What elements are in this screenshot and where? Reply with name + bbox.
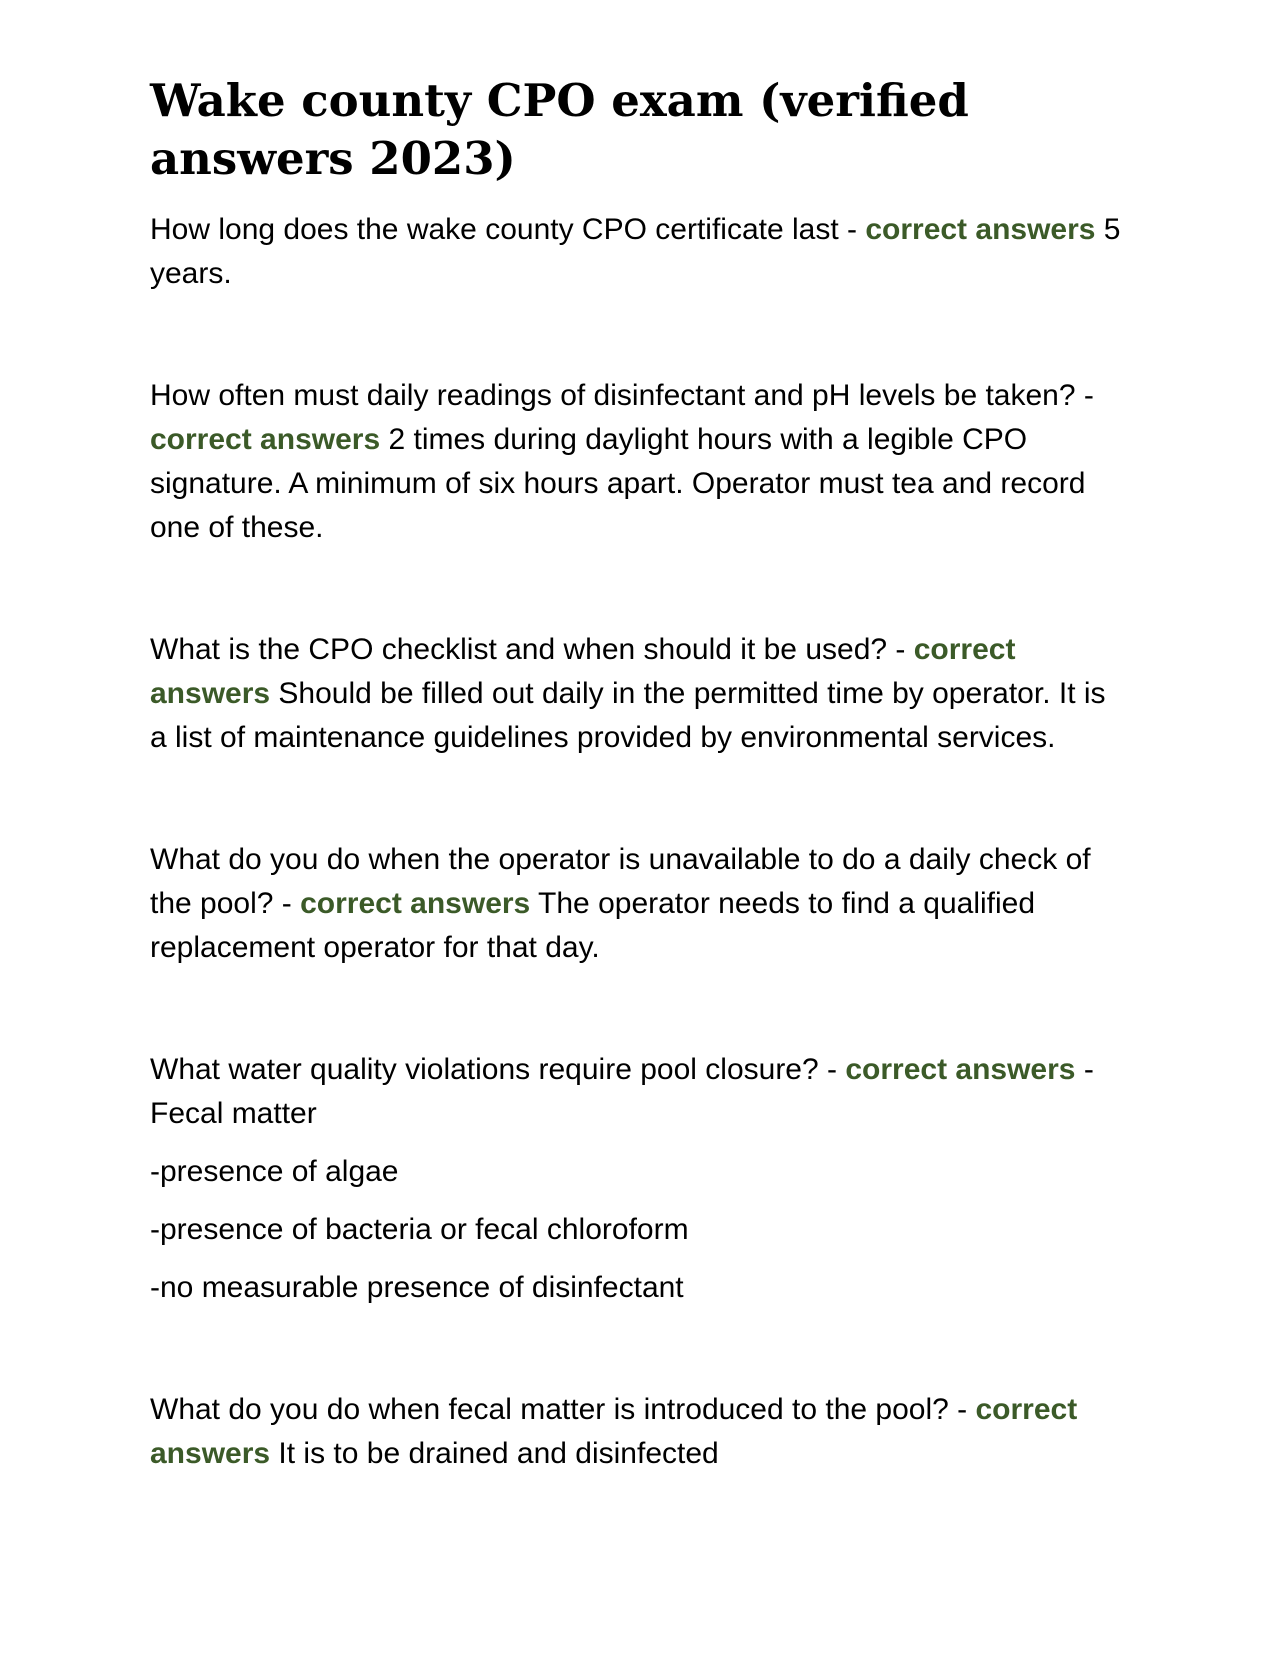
question-text: What do you do when fecal matter is introduced to the pool? -: [150, 1393, 976, 1426]
qa-paragraph: [150, 1048, 1125, 1136]
answer-marker: correct answers: [150, 1393, 1078, 1470]
qa-paragraph: [150, 374, 1125, 550]
qa-item: [150, 1388, 1125, 1476]
question-text: What do you do when the operator is unavailable to do a daily check of the pool? -: [150, 843, 1091, 920]
answer-marker: correct answers: [865, 213, 1096, 246]
answer-text: Should be filled out daily in the permitted time by operator. It is a list of maintenance guidelines provided by environmental services.: [150, 677, 1106, 754]
answer-list-line: -presence of algae: [150, 1155, 399, 1188]
qa-item: [150, 628, 1125, 760]
document-title: Wake county CPO exam (verified answers 2023): [150, 74, 969, 185]
question-text: What water quality violations require pool closure? -: [150, 1053, 846, 1086]
qa-item: [150, 838, 1125, 970]
qa-paragraph: [150, 1388, 1125, 1476]
question-text: How often must daily readings of disinfectant and pH levels be taken? -: [150, 379, 1094, 412]
qa-item: [150, 208, 1125, 296]
answer-marker: correct answers: [300, 887, 531, 920]
answer-text: 2 times during daylight hours with a legible CPO signature. A minimum of six hours apart. Operator must tea and record one of these.: [150, 423, 1086, 544]
document-page: [150, 72, 1125, 1554]
qa-paragraph: [150, 628, 1125, 760]
qa-paragraph: [150, 208, 1125, 296]
answer-text: The operator needs to find a qualified replacement operator for that day.: [150, 887, 1036, 964]
answer-marker: correct answers: [150, 633, 1016, 710]
question-text: How long does the wake county CPO certificate last -: [150, 213, 866, 246]
answer-text: It is to be drained and disinfected: [270, 1437, 719, 1470]
answer-text: 5 years.: [150, 213, 1121, 290]
answer-list-line: -presence of bacteria or fecal chloroform: [150, 1213, 689, 1246]
answer-list-line: -no measurable presence of disinfectant: [150, 1271, 684, 1304]
answer-text: -Fecal matter: [150, 1053, 1094, 1130]
answer-marker: correct answers: [845, 1053, 1076, 1086]
question-text: What is the CPO checklist and when should it be used? -: [150, 633, 914, 666]
qa-paragraph: [150, 838, 1125, 970]
qa-item: [150, 374, 1125, 550]
qa-item: [150, 1048, 1125, 1310]
answer-marker: correct answers: [150, 423, 381, 456]
